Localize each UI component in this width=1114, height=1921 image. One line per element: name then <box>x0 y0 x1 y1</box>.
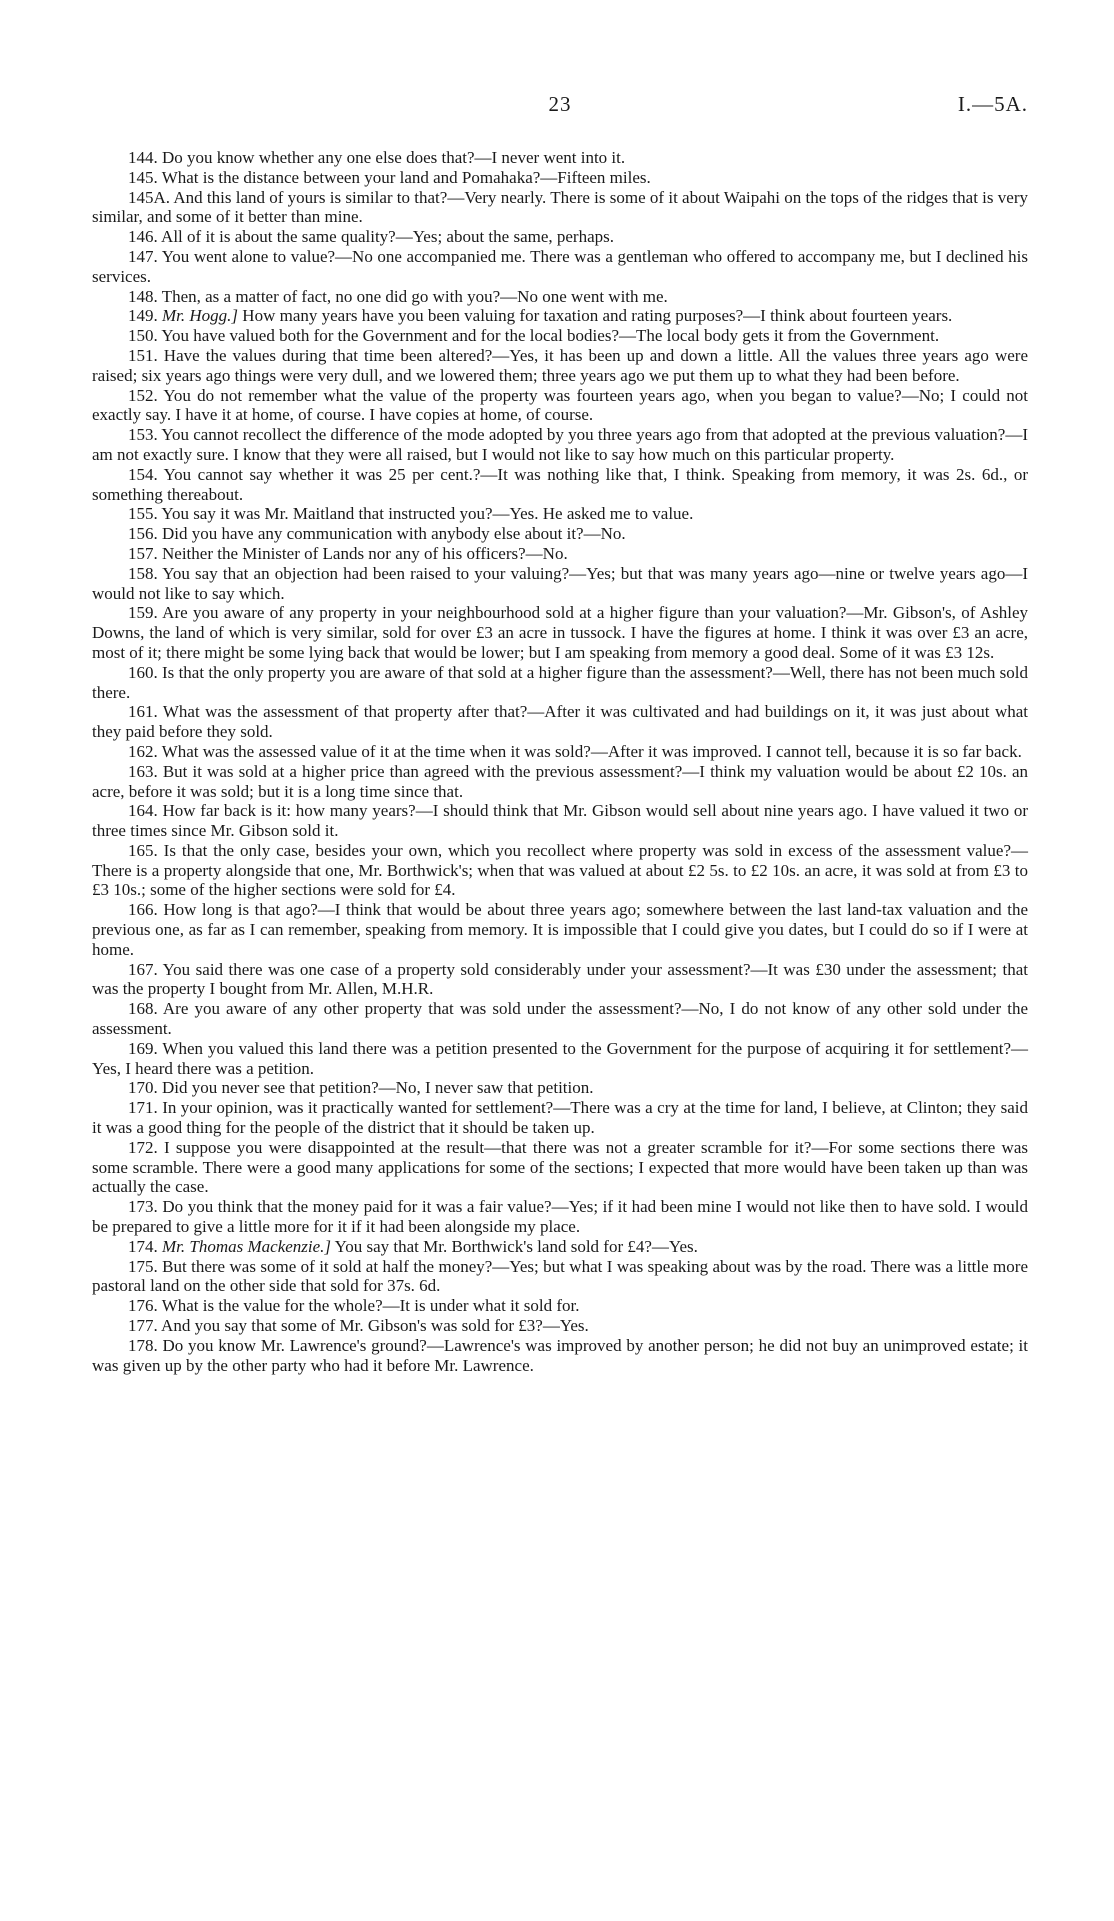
paragraph-text: All of it is about the same quality?—Yes; about the same, perhaps. <box>157 227 615 247</box>
question-number: 159. <box>128 603 158 623</box>
question-answer-paragraph <box>92 346 1028 386</box>
question-number: 158. <box>128 563 158 583</box>
paragraph-text: Do you know whether any one else does that?—I never went into it. <box>157 148 626 167</box>
paragraph-text: You say it was Mr. Maitland that instructed you?—Yes. He asked me to value. <box>157 504 694 524</box>
paragraph-text: You went alone to value?—No one accompanied me. There was a gentleman who offered to accompany me, but I declined his services. <box>92 246 1028 286</box>
paragraph-text: Have the values during that time been altered?—Yes, it has been up and down a little. All the values three years ago were raised; six years ago things were very dull, and we lowered them; three years ago we put them up to what they had been before. <box>92 345 1028 385</box>
question-number: 164. <box>128 801 158 821</box>
question-number: 178. <box>128 1335 158 1355</box>
question-answer-paragraph <box>92 1296 1028 1316</box>
paragraph-text: You say that an objection had been raised to your valuing?—Yes; but that was many years ago—nine or twelve years ago—I would not like to say which. <box>92 563 1028 603</box>
page-number: 23 <box>548 92 572 116</box>
paragraph-text: Do you think that the money paid for it was a fair value?—Yes; if it had been mine I would not like then to have sold. I would be prepared to give a little more for it if it had been alongside my place. <box>92 1197 1028 1237</box>
question-answer-paragraph <box>92 841 1028 900</box>
paragraph-text: Is that the only property you are aware of that sold at a higher figure than the assessment?—Well, there has not been much sold there. <box>92 662 1028 702</box>
question-answer-paragraph <box>92 544 1028 564</box>
question-number: 175. <box>128 1256 158 1276</box>
question-answer-paragraph <box>92 960 1028 1000</box>
question-number: 152. <box>128 385 158 405</box>
paragraph-text: When you valued this land there was a petition presented to the Government for the purpose of acquiring it for settlement?—Yes, I heard there was a petition. <box>92 1038 1028 1078</box>
question-answer-paragraph <box>92 524 1028 544</box>
paragraph-text: How long is that ago?—I think that would be about three years ago; somewhere between the last land-tax valuation and the previous one, as far as I can remember, speaking from memory. It is impossible that I could give you dates, but I could do so if I were at home. <box>92 900 1028 959</box>
question-answer-paragraph <box>92 227 1028 247</box>
paragraph-text: What was the assessment of that property after that?—After it was cultivated and had buildings on it, it was just about what they paid before they sold. <box>92 702 1028 742</box>
document-page <box>92 92 1028 1375</box>
question-number: 165. <box>128 840 158 860</box>
question-answer-paragraph <box>92 465 1028 505</box>
question-answer-paragraph <box>92 247 1028 287</box>
question-number: 151. <box>128 345 158 365</box>
paragraph-text: What is the value for the whole?—It is under what it sold for. <box>157 1296 580 1316</box>
paragraph-text: You have valued both for the Government and for the local bodies?—The local body gets it from the Government. <box>157 326 940 346</box>
question-answer-paragraph <box>92 386 1028 426</box>
paragraph-text: What was the assessed value of it at the time when it was sold?—After it was improved. I cannot tell, because it is so far back. <box>157 741 1022 761</box>
document-reference: I.—5A. <box>957 92 1028 116</box>
question-answer-paragraph <box>92 287 1028 307</box>
question-number: 149. <box>128 306 158 326</box>
paragraph-text: Are you aware of any property in your neighbourhood sold at a higher figure than your valuation?—Mr. Gibson's, of Ashley Downs, the land of which is very similar, sold for over £3 an acre in tussock. I have the figures at home. I think it was over £3 an acre, most of it; there might be some lying back that would be lower; but I am speaking from memory a good deal. Some of it was £3 12s. <box>92 603 1028 662</box>
question-answer-paragraph <box>92 1098 1028 1138</box>
question-answer-paragraph <box>92 900 1028 959</box>
question-number: 163. <box>128 761 158 781</box>
question-number: 174. <box>128 1236 158 1256</box>
question-number: 161. <box>128 702 158 722</box>
paragraph-text: And you say that some of Mr. Gibson's was sold for £3?—Yes. <box>157 1316 589 1336</box>
question-answer-paragraph <box>92 1336 1028 1376</box>
question-answer-paragraph <box>92 306 1028 326</box>
paragraph-text: You do not remember what the value of the property was fourteen years ago, when you began to value?—No; I could not exactly say. I have it at home, of course. I have copies at home, of course. <box>92 385 1028 425</box>
question-number: 170. <box>128 1078 158 1098</box>
question-number: 157. <box>128 543 158 563</box>
question-number: 145. <box>128 167 158 187</box>
speaker-name: Mr. Hogg.] <box>162 306 239 326</box>
question-number: 173. <box>128 1197 158 1217</box>
question-number: 155. <box>128 504 158 524</box>
paragraph-text: And this land of yours is similar to that?—Very nearly. There is some of it about Waipahi on the tops of the ridges that is very similar, and some of it better than mine. <box>92 187 1028 227</box>
question-number: 162. <box>128 741 158 761</box>
question-answer-paragraph <box>92 1197 1028 1237</box>
paragraph-text: What is the distance between your land and Pomahaka?—Fifteen miles. <box>157 167 651 187</box>
question-answer-paragraph <box>92 188 1028 228</box>
question-answer-paragraph <box>92 425 1028 465</box>
question-number: 169. <box>128 1038 158 1058</box>
question-answer-paragraph <box>92 1138 1028 1197</box>
question-number: 144. <box>128 148 158 167</box>
question-answer-paragraph <box>92 801 1028 841</box>
paragraph-text: You say that Mr. Borthwick's land sold for £4?—Yes. <box>331 1236 698 1256</box>
question-number: 171. <box>128 1098 158 1118</box>
question-number: 166. <box>128 900 158 920</box>
question-answer-paragraph <box>92 762 1028 802</box>
question-number: 176. <box>128 1296 158 1316</box>
testimony-body <box>92 148 1028 1375</box>
paragraph-text: Is that the only case, besides your own, which you recollect where property was sold in excess of the assessment value?—There is a property alongside that one, Mr. Borthwick's; when that was valued at about £2 5s. to £2 10s. an acre, it was sold at from £3 to £3 10s.; some of the higher sections were sold for £4. <box>92 840 1028 900</box>
paragraph-text: Do you know Mr. Lawrence's ground?—Lawrence's was improved by another person; he did not buy an unimproved estate; it was given up by the other party who had it before Mr. Lawrence. <box>92 1335 1028 1375</box>
paragraph-text: You cannot say whether it was 25 per cent.?—It was nothing like that, I think. Speaking from memory, it was 2s. 6d., or something thereabout. <box>92 464 1028 504</box>
question-answer-paragraph <box>92 1257 1028 1297</box>
paragraph-text: In your opinion, was it practically wanted for settlement?—There was a cry at the time for land, I believe, at Clinton; they said it was a good thing for the people of the district that it should be taken up. <box>92 1098 1028 1138</box>
question-number: 160. <box>128 662 158 682</box>
question-answer-paragraph <box>92 148 1028 168</box>
question-number: 147. <box>128 246 158 266</box>
paragraph-text: Then, as a matter of fact, no one did go with you?—No one went with me. <box>157 286 668 306</box>
paragraph-text: How many years have you been valuing for taxation and rating purposes?—I think about fourteen years. <box>238 306 953 326</box>
question-answer-paragraph <box>92 702 1028 742</box>
question-number: 148. <box>128 286 158 306</box>
paragraph-text: Neither the Minister of Lands nor any of his officers?—No. <box>157 543 568 563</box>
question-number: 146. <box>128 227 158 247</box>
question-answer-paragraph <box>92 1078 1028 1098</box>
paragraph-text: I suppose you were disappointed at the result—that there was not a greater scramble for it?—For some sections there was some scramble. There were a good many applications for some of the sections; I expected that more would have been taken up than was actually the case. <box>92 1137 1028 1197</box>
question-answer-paragraph <box>92 999 1028 1039</box>
question-number: 153. <box>128 425 158 445</box>
question-number: 145A. <box>128 187 171 207</box>
paragraph-text: How far back is it: how many years?—I should think that Mr. Gibson would sell about nine years ago. I have valued it two or three times since Mr. Gibson sold it. <box>92 801 1028 841</box>
page-header <box>92 92 1028 126</box>
question-number: 167. <box>128 959 158 979</box>
speaker-name: Mr. Thomas Mackenzie.] <box>162 1236 332 1256</box>
question-answer-paragraph <box>92 1316 1028 1336</box>
paragraph-text: You said there was one case of a property sold considerably under your assessment?—It was £30 under the assessment; that was the property I bought from Mr. Allen, M.H.R. <box>92 959 1028 999</box>
question-answer-paragraph <box>92 326 1028 346</box>
paragraph-text: Did you never see that petition?—No, I never saw that petition. <box>157 1078 594 1098</box>
question-answer-paragraph <box>92 1039 1028 1079</box>
question-number: 156. <box>128 524 158 544</box>
paragraph-text: Did you have any communication with anybody else about it?—No. <box>157 524 626 544</box>
question-answer-paragraph <box>92 504 1028 524</box>
question-answer-paragraph <box>92 1237 1028 1257</box>
question-answer-paragraph <box>92 564 1028 604</box>
paragraph-text: But it was sold at a higher price than agreed with the previous assessment?—I think my valuation would be about £2 10s. an acre, before it was sold; but it is a long time since that. <box>92 761 1028 801</box>
question-number: 177. <box>128 1316 158 1336</box>
paragraph-text: You cannot recollect the difference of the mode adopted by you three years ago from that adopted at the previous valuation?—I am not exactly sure. I know that they were all raised, but I would not like to say how much on this particular property. <box>92 425 1028 464</box>
question-answer-paragraph <box>92 742 1028 762</box>
question-answer-paragraph <box>92 168 1028 188</box>
paragraph-text: Are you aware of any other property that was sold under the assessment?—No, I do not know of any other sold under the assessment. <box>92 999 1028 1039</box>
question-answer-paragraph <box>92 663 1028 703</box>
question-number: 150. <box>128 326 158 346</box>
question-number: 154. <box>128 464 158 484</box>
question-number: 172. <box>128 1137 158 1157</box>
question-number: 168. <box>128 999 158 1019</box>
question-answer-paragraph <box>92 603 1028 662</box>
paragraph-text: But there was some of it sold at half the money?—Yes; but what I was speaking about was by the road. There was a little more pastoral land on the other side that sold for 37s. 6d. <box>92 1256 1028 1296</box>
